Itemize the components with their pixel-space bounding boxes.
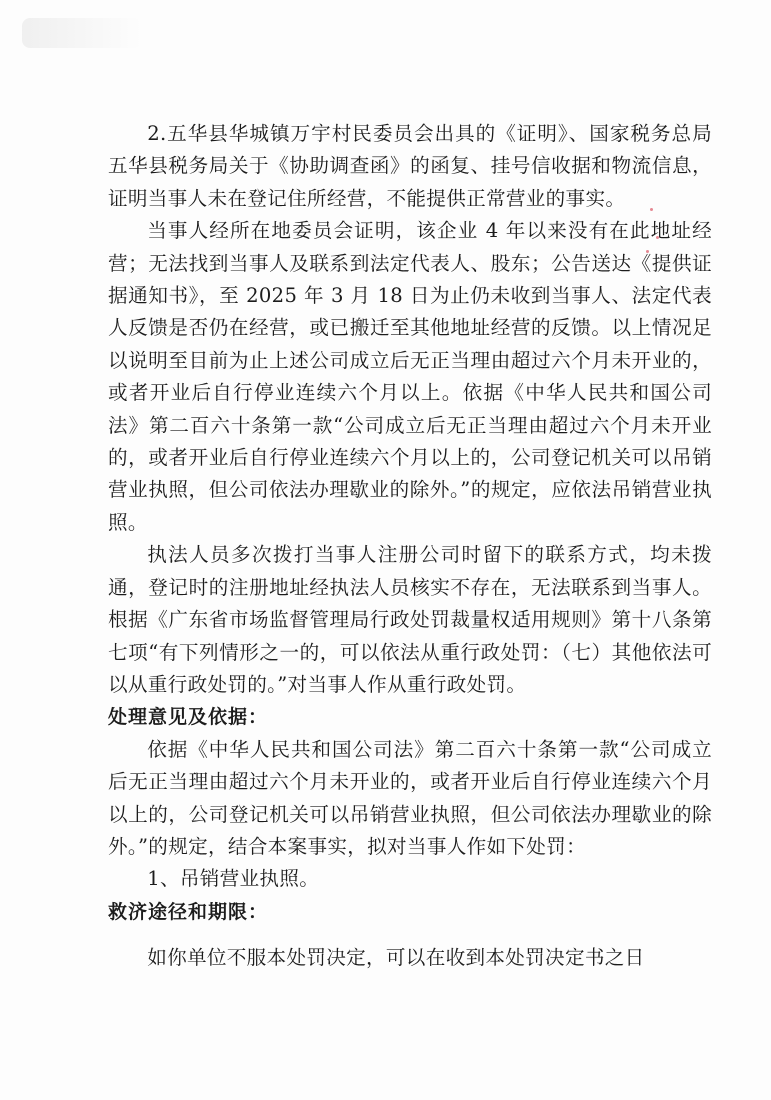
scan-artifact xyxy=(22,18,142,48)
decision-heading: 处理意见及依据： xyxy=(108,706,269,729)
findings-paragraph: 当事人经所在地委员会证明，该企业 4 年以来没有在此地址经营；无法找到当事人及联系到法定代表人、股东；公告送达《提供证据通知书》，至 2025 年 3 月 18 日为止仍未收到当事人、法定代表人反馈是否仍在经营，或已搬迁至其他地址经营的反馈。以上情况足以说明至目前为止上述公司成立后无正当理由超过六个月未开业的，或者开业后自行停业连续六个月以上。依据《中华人民共和国公司法》第二百六十条第一款“公司成立后无正当理由超过六个月未开业的，或者开业后自行停业连续六个月以上的，公司登记机关可以吊销营业执照，但公司依法办理歇业的除外。”的规定，应依法吊销营业执照。 xyxy=(108,219,712,534)
decision-paragraph: 依据《中华人民共和国公司法》第二百六十条第一款“公司成立后无正当理由超过六个月未开业的，或者开业后自行停业连续六个月以上的，公司登记机关可以吊销营业执照，但公司依法办理歇业的除外。”的规定，结合本案事实，拟对当事人作如下处罚： xyxy=(108,737,712,858)
evidence-paragraph: 2.五华县华城镇万宇村民委员会出具的《证明》、国家税务总局五华县税务局关于《协助调查函》的函复、挂号信收据和物流信息，证明当事人未在登记住所经营，不能提供正常营业的事实。 xyxy=(108,122,712,210)
decision-item: 1、吊销营业执照。 xyxy=(147,867,320,891)
document-body xyxy=(108,118,712,975)
remedy-heading: 救济途径和期限： xyxy=(108,900,269,923)
aggravation-paragraph: 执法人员多次拨打当事人注册公司时留下的联系方式，均未拨通，登记时的注册地址经执法人员核实不存在，无法联系到当事人。根据《广东省市场监督管理局行政处罚裁量权适用规则》第十八条第七项“有下列情形之一的，可以依法从重行政处罚：（七）其他依法可以从重行政处罚的。”对当事人作从重行政处罚。 xyxy=(108,543,712,696)
remedy-paragraph: 如你单位不服本处罚决定，可以在收到本处罚决定书之日 xyxy=(147,946,645,970)
